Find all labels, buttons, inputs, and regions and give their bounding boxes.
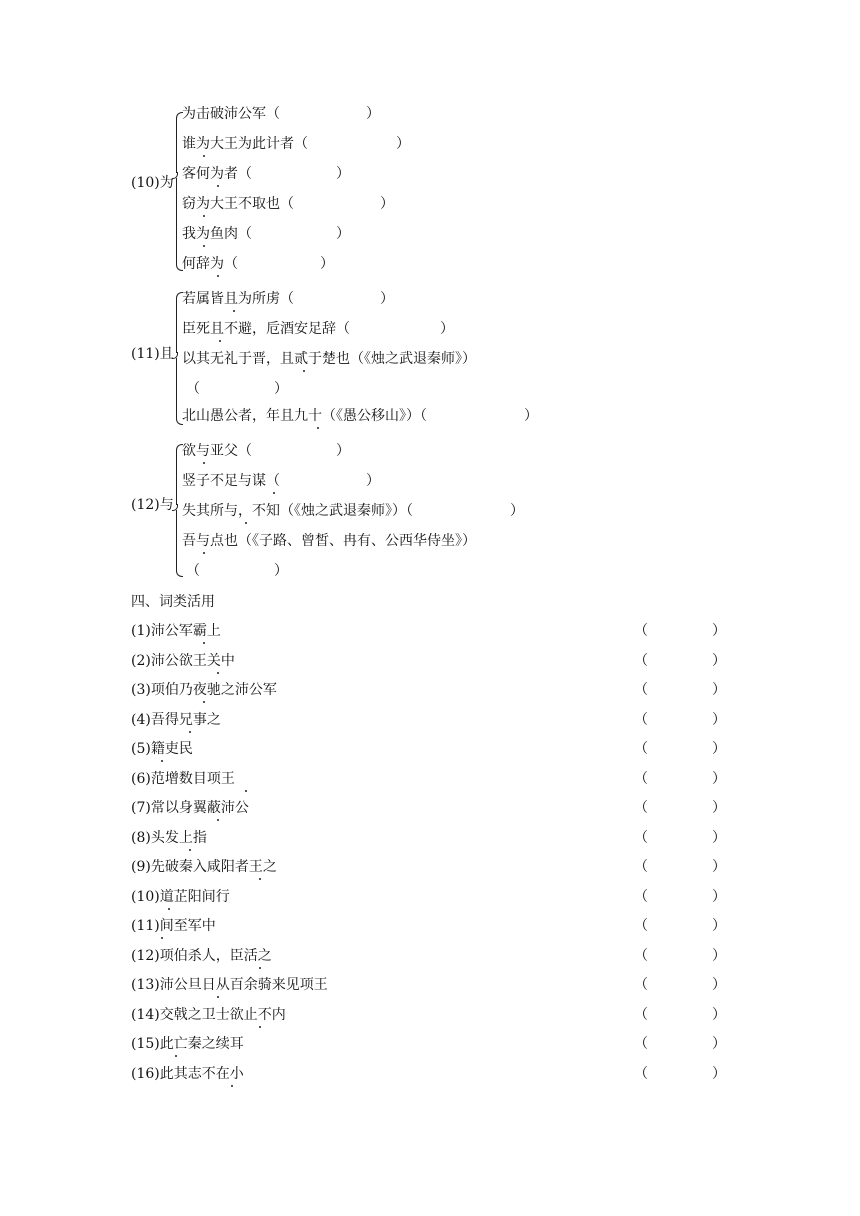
- emphasis-dot: [203, 642, 205, 644]
- group10-item: 客何为者（: [182, 166, 252, 182]
- emphasis-dot: [317, 427, 319, 429]
- exercise-item: (4)吾得兄事之: [131, 711, 221, 728]
- answer-paren-close: ）: [712, 1065, 726, 1082]
- group11-item-close: ）: [274, 381, 288, 397]
- answer-paren-open: （: [634, 977, 648, 993]
- group12-item-close: ）: [336, 443, 350, 459]
- answer-paren-open: （: [634, 888, 648, 905]
- answer-paren-open: （: [634, 829, 648, 846]
- group10-label: (10)为: [131, 175, 174, 191]
- group12-item: 失其所与，不知（《烛之武退秦师》）（: [182, 503, 413, 519]
- group10-item: 何辞为（: [182, 256, 238, 272]
- emphasis-dot: [273, 492, 275, 494]
- answer-paren-open: （: [634, 623, 648, 639]
- group12-item-close: ）: [510, 503, 524, 519]
- emphasis-dot: [245, 790, 247, 792]
- emphasis-dot: [189, 731, 191, 733]
- emphasis-dot: [175, 1055, 177, 1057]
- answer-paren-close: ）: [712, 1006, 726, 1023]
- answer-paren-open: （: [634, 1036, 648, 1052]
- answer-paren-close: ）: [712, 859, 726, 875]
- group11-item: （: [186, 381, 200, 397]
- group10-item: 谁为大王为此计者（: [182, 136, 308, 152]
- group10-item: 我为鱼肉（: [182, 226, 252, 242]
- exercise-item: (6)范增数目项王: [131, 770, 235, 787]
- group10-item-close: ）: [380, 196, 394, 212]
- group10-item-close: ）: [320, 256, 334, 272]
- answer-paren-open: （: [634, 741, 648, 757]
- answer-paren-close: ）: [712, 800, 726, 816]
- answer-paren-close: ）: [712, 711, 726, 728]
- group11-item-close: ）: [380, 291, 394, 307]
- exercise-item: (12)项伯杀人，臣活之: [131, 947, 272, 964]
- group10-item-close: ）: [336, 226, 350, 242]
- emphasis-dot: [245, 522, 247, 524]
- exercise-item: (1)沛公军霸上: [131, 623, 221, 639]
- emphasis-dot: [259, 1026, 261, 1028]
- group11-item: 若属皆且为所虏（: [182, 291, 294, 307]
- group12-item: 欲与亚父（: [182, 443, 252, 459]
- emphasis-dot: [231, 1085, 233, 1087]
- answer-paren-close: ）: [712, 623, 726, 639]
- answer-paren-close: ）: [712, 947, 726, 964]
- group10-item-close: ）: [366, 106, 380, 122]
- emphasis-dot: [233, 310, 235, 312]
- answer-paren-close: ）: [712, 1036, 726, 1052]
- exercise-item: (2)沛公欲王关中: [131, 652, 235, 669]
- group11-item: 北山愚公者，年且九十（《愚公移山》）（: [182, 408, 427, 424]
- emphasis-dot: [168, 908, 170, 910]
- answer-paren-close: ）: [712, 770, 726, 787]
- answer-paren-close: ）: [712, 652, 726, 669]
- answer-paren-open: （: [634, 918, 648, 934]
- emphasis-dot: [203, 462, 205, 464]
- group12-item-close: ）: [274, 563, 288, 579]
- exercise-item: (9)先破秦入咸阳者王之: [131, 859, 277, 875]
- answer-paren-close: ）: [712, 918, 726, 934]
- exercise-item: (14)交戟之卫士欲止不内: [131, 1006, 286, 1023]
- emphasis-dot: [203, 155, 205, 157]
- answer-paren-close: ）: [712, 682, 726, 698]
- emphasis-dot: [217, 185, 219, 187]
- answer-paren-close: ）: [712, 977, 726, 993]
- answer-paren-open: （: [634, 682, 648, 698]
- answer-paren-open: （: [634, 711, 648, 728]
- answer-paren-open: （: [634, 1065, 648, 1082]
- answer-paren-open: （: [634, 1006, 648, 1023]
- exercise-item: (15)此亡秦之续耳: [131, 1036, 244, 1052]
- answer-paren-close: ）: [712, 829, 726, 846]
- exercise-item: (13)沛公旦日从百余骑来见项王: [131, 977, 328, 993]
- emphasis-dot: [161, 760, 163, 762]
- exercise-item: (10)道芷阳间行: [131, 888, 230, 905]
- group10-item: 为击破沛公军（: [182, 106, 280, 122]
- group12-item: 吾与点也（《子路、曾皙、冉有、公西华侍坐》）: [182, 533, 476, 549]
- answer-paren-open: （: [634, 800, 648, 816]
- answer-paren-open: （: [634, 859, 648, 875]
- emphasis-dot: [203, 245, 205, 247]
- exercise-item: (7)常以身翼蔽沛公: [131, 800, 249, 816]
- emphasis-dot: [259, 967, 261, 969]
- group11-item: 以其无礼于晋，且贰于楚也（《烛之武退秦师》）: [182, 351, 476, 367]
- answer-paren-open: （: [634, 652, 648, 669]
- group12-item: （: [186, 563, 200, 579]
- answer-paren-close: ）: [712, 888, 726, 905]
- exercise-item: (8)头发上指: [131, 829, 207, 846]
- answer-paren-open: （: [634, 770, 648, 787]
- group12-item: 竖子不足与谋（: [182, 473, 280, 489]
- emphasis-dot: [217, 672, 219, 674]
- emphasis-dot: [203, 701, 205, 703]
- group11-item: 臣死且不避，卮酒安足辞（: [182, 321, 350, 337]
- section-heading: 四、词类活用: [131, 594, 215, 610]
- group12-label: (12)与: [131, 497, 174, 513]
- emphasis-dot: [161, 937, 163, 939]
- emphasis-dot: [303, 370, 305, 372]
- group11-label: (11)且: [131, 346, 174, 362]
- exercise-item: (3)项伯乃夜驰之沛公军: [131, 682, 277, 698]
- emphasis-dot: [189, 849, 191, 851]
- exercise-item: (5)籍吏民: [131, 741, 193, 757]
- answer-paren-open: （: [634, 947, 648, 964]
- emphasis-dot: [203, 215, 205, 217]
- group10-item-close: ）: [396, 136, 410, 152]
- exercise-item: (16)此其志不在小: [131, 1065, 244, 1082]
- emphasis-dot: [203, 552, 205, 554]
- emphasis-dot: [217, 996, 219, 998]
- emphasis-dot: [259, 878, 261, 880]
- group10-item: 窃为大王不取也（: [182, 196, 294, 212]
- group12-item-close: ）: [366, 473, 380, 489]
- emphasis-dot: [217, 275, 219, 277]
- group11-item-close: ）: [524, 408, 538, 424]
- emphasis-dot: [219, 340, 221, 342]
- emphasis-dot: [217, 819, 219, 821]
- group11-item-close: ）: [440, 321, 454, 337]
- answer-paren-close: ）: [712, 741, 726, 757]
- exercise-item: (11)间至军中: [131, 918, 216, 934]
- group10-item-close: ）: [336, 166, 350, 182]
